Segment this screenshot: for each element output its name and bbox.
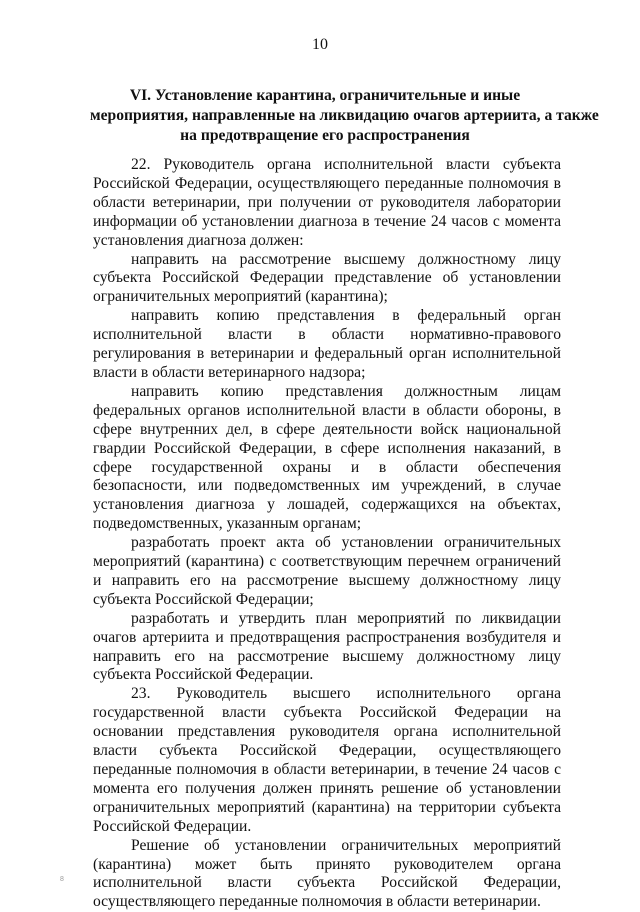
paragraph-item-approve-plan: разработать и утвердить план мероприятий по ликвидации очагов артериита и предотвращения распространения возбудителя и направить его на рассмотрение высшему должностному лицу субъекта Российской Федерации. [93, 609, 561, 684]
paragraph-item-submit-representation: направить на рассмотрение высшему должностному лицу субъекта Российской Федерации представление об установлении ограничительных мероприятий (карантина); [93, 250, 561, 306]
paragraph-item-draft-act: разработать проект акта об установлении ограничительных мероприятий (карантина) с соответствующим перечнем ограничений и направить его на рассмотрение высшему должностному лицу субъекта Российской Федерации; [93, 534, 561, 608]
paragraph-item-copy-federal-organs: направить копию представления в федеральный орган исполнительной власти в области нормативно-правового регулирования в ветеринарии и федеральный орган исполнительной власти в области ветеринарного надзора; [93, 307, 561, 381]
section-heading [90, 86, 599, 146]
paragraph-item-copy-officials: направить копию представления должностным лицам федеральных органов исполнительной власти в области обороны, в сфере внутренних дел, в сфере деятельности войск национальной гвардии Российской Федерации, в сфере исполнения наказаний, в сфере государственной охраны и в области обеспечения безопасности, или подведомственных им учреждений, в случае установления диагноза у лошадей, содержащихся на объектах, подведомственных, указанным органам; [93, 382, 561, 533]
section-heading-line: на предотвращение его распространения [180, 127, 470, 144]
paragraph-22-intro: 22. Руководитель органа исполнительной власти субъекта Российской Федерации, осуществляющего переданные полномочия в области ветеринарии, при получении от руководителя лаборатории информации об установлении диагноза в течение 24 часов с момента установления диагноза должен: [93, 156, 561, 249]
section-heading-line: VI. Установление карантина, ограничительные и иные [129, 87, 521, 104]
margin-mark: 8 [60, 876, 64, 883]
paragraph-decision: Решение об установлении ограничительных мероприятий (карантина) может быть принято руководителем органа исполнительной власти субъекта Российской Федерации, осуществляющего переданные полномочия в области ветеринарии. [93, 836, 561, 911]
document-body [93, 156, 561, 912]
paragraph-23: 23. Руководитель высшего исполнительного органа государственной власти субъекта Российской Федерации на основании представления руководителя органа исполнительной власти субъекта Российской Федерации, осуществляющего переданные полномочия в области ветеринарии, в течение 24 часов с момента его получения должен принять решение об установлении ограничительных мероприятий (карантина) на территории субъекта Российской Федерации. [93, 685, 561, 835]
page-number: 10 [312, 36, 328, 53]
section-heading-line: мероприятия, направленные на ликвидацию очагов артериита, а также [90, 107, 599, 124]
